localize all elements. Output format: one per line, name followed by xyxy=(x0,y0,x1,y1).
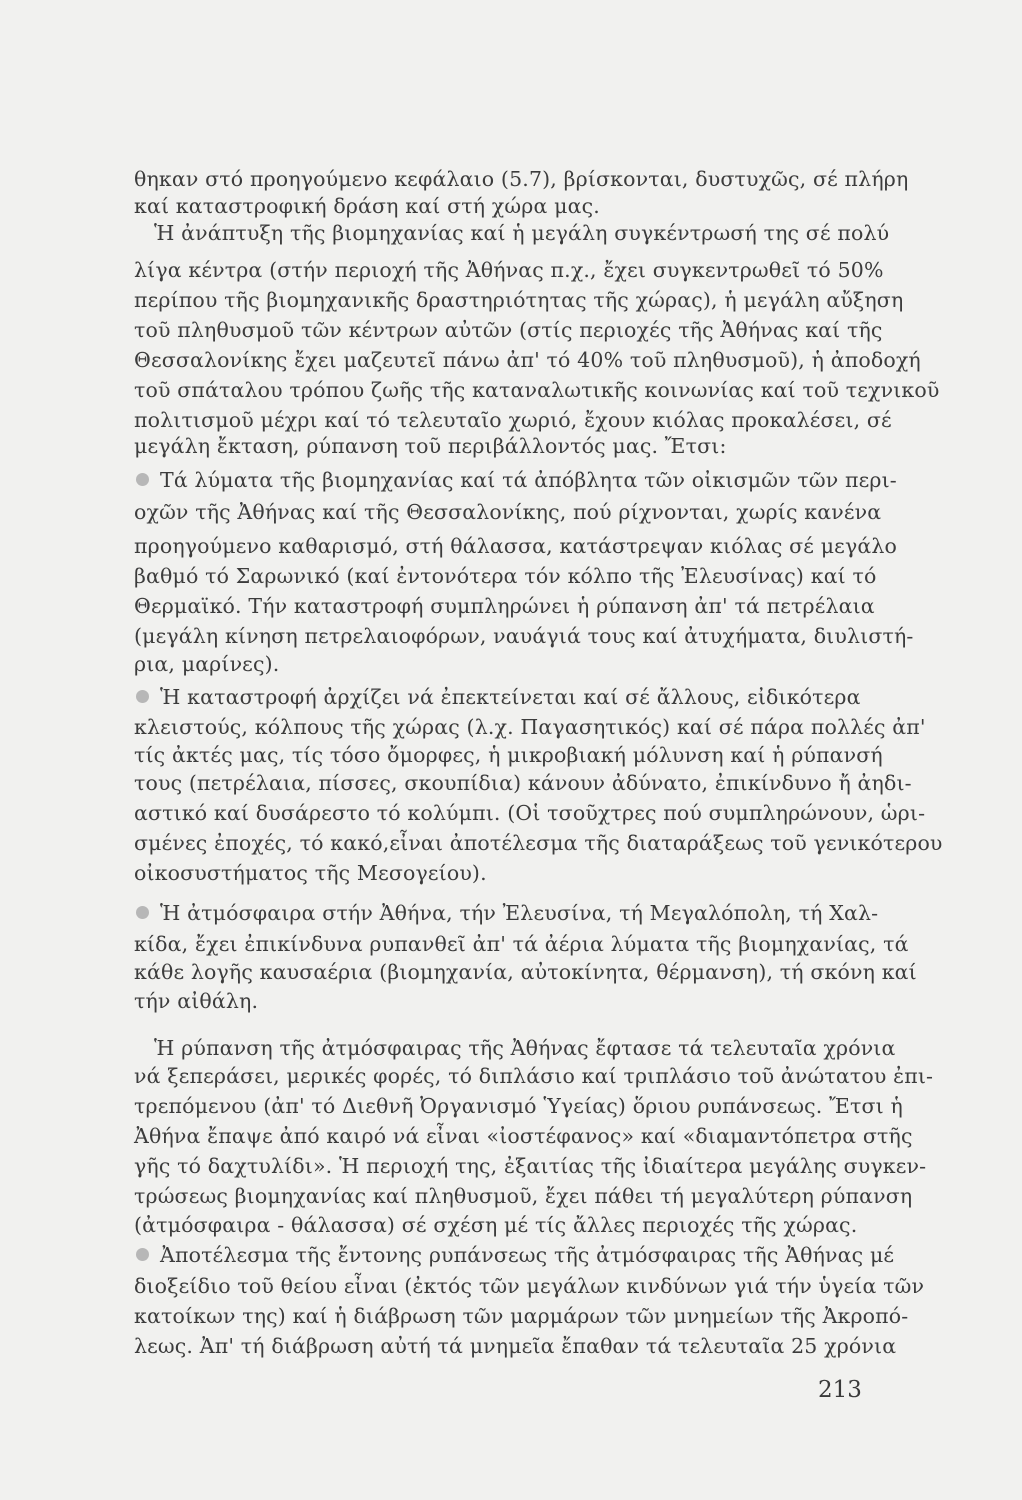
text-line: λίγα κέντρα (στήν περιοχή τῆς Ἀθήνας π.χ., ἔχει συγκεντρωθεῖ τό 50% xyxy=(134,258,884,282)
text-line: τρώσεως βιομηχανίας καί πληθυσμοῦ, ἔχει πάθει τή μεγαλύτερη ρύπανση xyxy=(134,1184,913,1208)
bullet-icon xyxy=(136,473,149,486)
text-line: Ἡ ἀνάπτυξη τῆς βιομηχανίας καί ἡ μεγάλη συγκέντρωσή της σέ πολύ xyxy=(154,221,890,245)
text-line: οχῶν τῆς Ἀθήνας καί τῆς Θεσσαλονίκης, πού ρίχνονται, χωρίς κανένα xyxy=(134,500,882,524)
text-line: Θεσσαλονίκης ἔχει μαζευτεῖ πάνω ἀπ' τό 40% τοῦ πληθυσμοῦ), ἡ ἀποδοχή xyxy=(134,348,921,372)
text-line: κίδα, ἔχει ἐπικίνδυνα ρυπανθεῖ ἀπ' τά ἀέρια λύματα τῆς βιομηχανίας, τά xyxy=(134,932,909,956)
text-line: κλειστούς, κόλπους τῆς χώρας (λ.χ. Παγασητικός) καί σέ πάρα πολλές ἀπ' xyxy=(134,715,926,739)
text-line: οἰκοσυστήματος τῆς Μεσογείου). xyxy=(134,861,487,885)
text-line: νά ξεπεράσει, μερικές φορές, τό διπλάσιο καί τριπλάσιο τοῦ ἀνώτατου ἐπι- xyxy=(134,1064,934,1088)
text-line: καί καταστροφική δράση καί στή χώρα μας. xyxy=(134,194,600,218)
text-line: θηκαν στό προηγούμενο κεφάλαιο (5.7), βρίσκονται, δυστυχῶς, σέ πλήρη xyxy=(134,167,909,191)
text-line: περίπου τῆς βιομηχανικῆς δραστηριότητας τῆς χώρας), ἡ μεγάλη αὔξηση xyxy=(134,288,904,312)
text-line: μεγάλη ἔκταση, ρύπανση τοῦ περιβάλλοντός μας. Ἔτσι: xyxy=(134,434,727,458)
text-line: τοῦ σπάταλου τρόπου ζωῆς τῆς καταναλωτικῆς κοινωνίας καί τοῦ τεχνικοῦ xyxy=(134,378,940,402)
bullet-icon xyxy=(136,906,149,919)
text-line: Τά λύματα τῆς βιομηχανίας καί τά ἀπόβλητα τῶν οἰκισμῶν τῶν περι- xyxy=(160,468,897,492)
text-line: Ἀθήνα ἔπαψε ἀπό καιρό νά εἶναι «ἰοστέφανος» καί «διαμαντόπετρα στῆς xyxy=(134,1124,913,1148)
text-line: αστικό καί δυσάρεστο τό κολύμπι. (Οἱ τσοῦχτρες πού συμπληρώνουν, ὡρι- xyxy=(134,801,926,825)
text-line: Ἀποτέλεσμα τῆς ἔντονης ρυπάνσεως τῆς ἀτμόσφαιρας τῆς Ἀθήνας μέ xyxy=(160,1243,895,1267)
text-line: βαθμό τό Σαρωνικό (καί ἐντονότερα τόν κόλπο τῆς Ἐλευσίνας) καί τό xyxy=(134,564,877,588)
text-line: γῆς τό δαχτυλίδι». Ἡ περιοχή της, ἐξαιτίας τῆς ἰδιαίτερα μεγάλης συγκεν- xyxy=(134,1154,927,1178)
text-line: (ἀτμόσφαιρα - θάλασσα) σέ σχέση μέ τίς ἄλλες περιοχές τῆς χώρας. xyxy=(134,1213,858,1237)
text-line: προηγούμενο καθαρισμό, στή θάλασσα, κατάστρεψαν κιόλας σέ μεγάλο xyxy=(134,534,897,558)
text-line: πολιτισμοῦ μέχρι καί τό τελευταῖο χωριό, ἔχουν κιόλας προκαλέσει, σέ xyxy=(134,408,892,432)
text-line: τήν αἰθάλη. xyxy=(134,989,259,1013)
text-line: τίς ἀκτές μας, τίς τόσο ὄμορφες, ἡ μικροβιακή μόλυνση καί ἡ ρύπανσή xyxy=(134,743,883,767)
text-line: σμένες ἐποχές, τό κακό,εἶναι ἀποτέλεσμα τῆς διαταράξεως τοῦ γενικότερου xyxy=(134,831,943,855)
text-line: (μεγάλη κίνηση πετρελαιοφόρων, ναυάγιά τους καί ἀτυχήματα, διυλιστή- xyxy=(134,624,914,648)
text-line: Ἡ ἀτμόσφαιρα στήν Ἀθήνα, τήν Ἐλευσίνα, τή Μεγαλόπολη, τή Χαλ- xyxy=(160,901,879,925)
text-line: διοξείδιο τοῦ θείου εἶναι (ἐκτός τῶν μεγάλων κινδύνων γιά τήν ὑγεία τῶν xyxy=(134,1274,925,1298)
bullet-icon xyxy=(136,690,149,703)
page-number: 213 xyxy=(818,1377,862,1403)
text-line: Ἡ καταστροφή ἀρχίζει νά ἐπεκτείνεται καί σέ ἄλλους, εἰδικότερα xyxy=(160,685,861,709)
bullet-icon xyxy=(136,1248,149,1261)
text-line: Ἡ ρύπανση τῆς ἀτμόσφαιρας τῆς Ἀθήνας ἔφτασε τά τελευταῖα χρόνια xyxy=(154,1036,896,1060)
text-line: ρια, μαρίνες). xyxy=(134,652,280,676)
text-line: Θερμαϊκό. Τήν καταστροφή συμπληρώνει ἡ ρύπανση ἀπ' τά πετρέλαια xyxy=(134,594,875,618)
text-line: κατοίκων της) καί ἡ διάβρωση τῶν μαρμάρων τῶν μνημείων τῆς Ἀκροπό- xyxy=(134,1304,909,1328)
text-line: κάθε λογῆς καυσαέρια (βιομηχανία, αὐτοκίνητα, θέρμανση), τή σκόνη καί xyxy=(134,960,917,984)
text-line: τοῦ πληθυσμοῦ τῶν κέντρων αὐτῶν (στίς περιοχές τῆς Ἀθήνας καί τῆς xyxy=(134,318,883,342)
text-line: τους (πετρέλαια, πίσσες, σκουπίδια) κάνουν ἀδύνατο, ἐπικίνδυνο ἤ ἀηδι- xyxy=(134,771,912,795)
text-line: τρεπόμενου (ἀπ' τό Διεθνῆ Ὀργανισμό Ὑγείας) ὅριου ρυπάνσεως. Ἔτσι ἡ xyxy=(134,1094,903,1118)
text-line: λεως. Ἀπ' τή διάβρωση αὐτή τά μνημεῖα ἔπαθαν τά τελευταῖα 25 χρόνια xyxy=(134,1334,897,1358)
